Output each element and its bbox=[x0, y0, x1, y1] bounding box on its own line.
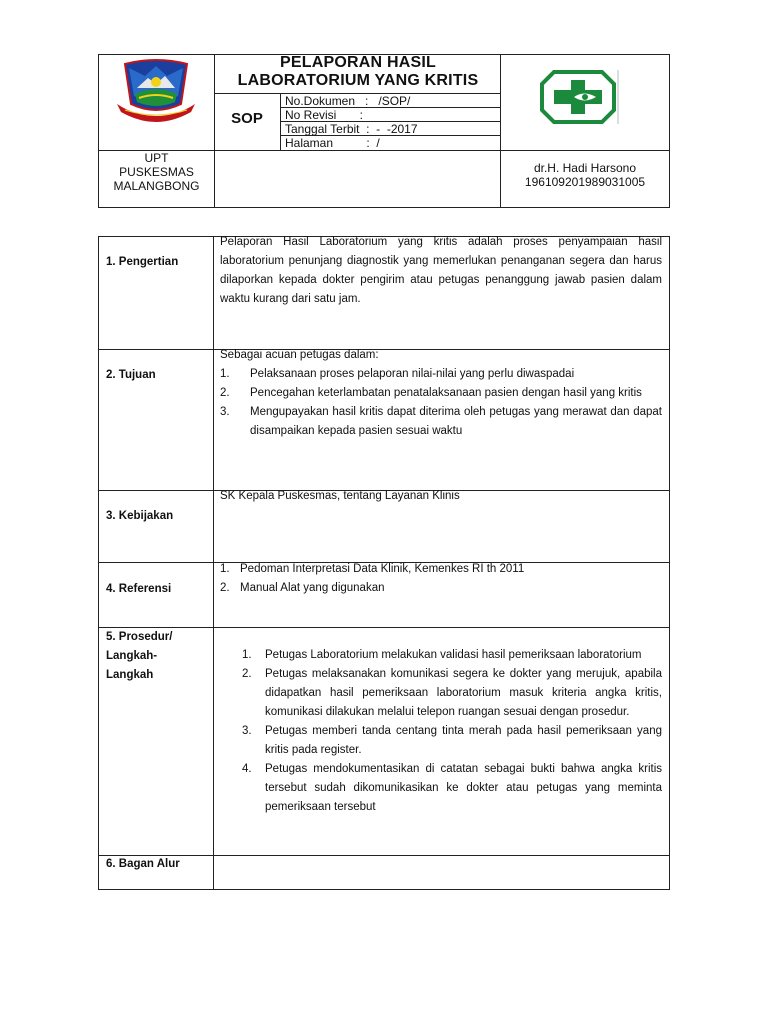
list-item: 3. Mengupayakan hasil kritis dapat diterima oleh petugas yang merawat dan dapat disampaikan kepada pasien sesuai waktu bbox=[220, 406, 662, 437]
org-name bbox=[99, 151, 214, 193]
title-line-2: LABORATORIUM YANG KRITIS bbox=[237, 72, 479, 89]
meta-no-dokumen: No.Dokumen : /SOP/ bbox=[285, 94, 411, 108]
list-item: 4. Petugas mendokumentasikan di catatan sebagai bukti bahwa angka kritis tersebut sudah dikomunikasikan ke dokter atau petugas yang meminta pemeriksaan tersebut bbox=[242, 763, 662, 813]
label-kebijakan: 3. Kebijakan bbox=[106, 510, 174, 522]
document-title bbox=[216, 54, 500, 90]
referensi-content bbox=[220, 560, 662, 598]
tujuan-content bbox=[220, 346, 662, 441]
label-referensi: 4. Referensi bbox=[106, 583, 172, 595]
list-item: 1. Pelaksanaan proses pelaporan nilai-nilai yang perlu diwaspadai bbox=[220, 368, 575, 380]
regional-emblem-logo bbox=[115, 58, 197, 126]
label-prosedur: 5. Prosedur/ Langkah- Langkah bbox=[106, 631, 173, 681]
org-line-3: MALANGBONG bbox=[113, 179, 200, 193]
signer-nip: 196109201989031005 bbox=[524, 175, 646, 189]
list-item: 1. Pedoman Interpretasi Data Klinik, Kemenkes RI th 2011 bbox=[220, 563, 525, 575]
list-item: 2. Manual Alat yang digunakan bbox=[220, 582, 385, 594]
prosedur-list bbox=[242, 646, 662, 817]
signer-name: dr.H. Hadi Harsono bbox=[533, 161, 637, 175]
label-tujuan: 2. Tujuan bbox=[106, 369, 156, 381]
org-line-2: PUSKESMAS bbox=[119, 165, 194, 179]
prosedur-content bbox=[242, 646, 662, 817]
signer-block bbox=[501, 161, 669, 189]
list-item: 2. Petugas melaksanakan komunikasi segera ke dokter yang merujuk, apabila didapatkan hasil pemeriksaan laboratorium masuk kriteria angka kritis, komunikasi dilakukan melalui telepon ruangan sesuai dengan prosedur. bbox=[242, 668, 662, 718]
pengertian-text: Pelaporan Hasil Laboratorium yang kritis adalah proses penyampaian hasil laboratorium penunjang diagnostik yang memerlukan penanganan segera dan harus dilaporkan kepada dokter pengirim atau petugas penanggung jawab pasien dalam waktu kurang dari satu jam. bbox=[220, 236, 662, 305]
org-line-1: UPT bbox=[144, 151, 169, 165]
referensi-list bbox=[220, 560, 662, 598]
label-pengertian: 1. Pengertian bbox=[106, 256, 179, 268]
tujuan-intro: Sebagai acuan petugas dalam: bbox=[220, 349, 379, 361]
list-item: 3. Petugas memberi tanda centang tinta merah pada hasil pemeriksaan yang kritis pada register. bbox=[242, 725, 662, 756]
label-bagan-alur: 6. Bagan Alur bbox=[106, 858, 180, 870]
sop-label: SOP bbox=[231, 110, 263, 127]
list-item: 2. Pencegahan keterlambatan penatalaksanaan pasien dengan hasil yang kritis bbox=[220, 387, 642, 399]
kebijakan-text: SK Kepala Puskesmas, tentang Layanan Klinis bbox=[220, 490, 460, 502]
puskesmas-logo bbox=[540, 70, 620, 124]
list-item: 1. Petugas Laboratorium melakukan validasi hasil pemeriksaan laboratorium bbox=[242, 649, 642, 661]
meta-no-revisi: No Revisi : bbox=[285, 108, 364, 122]
title-line-1: PELAPORAN HASIL bbox=[280, 54, 436, 71]
meta-tanggal-terbit: Tanggal Terbit : - -2017 bbox=[285, 122, 418, 136]
tujuan-list bbox=[220, 365, 662, 441]
meta-halaman: Halaman : / bbox=[285, 136, 380, 150]
